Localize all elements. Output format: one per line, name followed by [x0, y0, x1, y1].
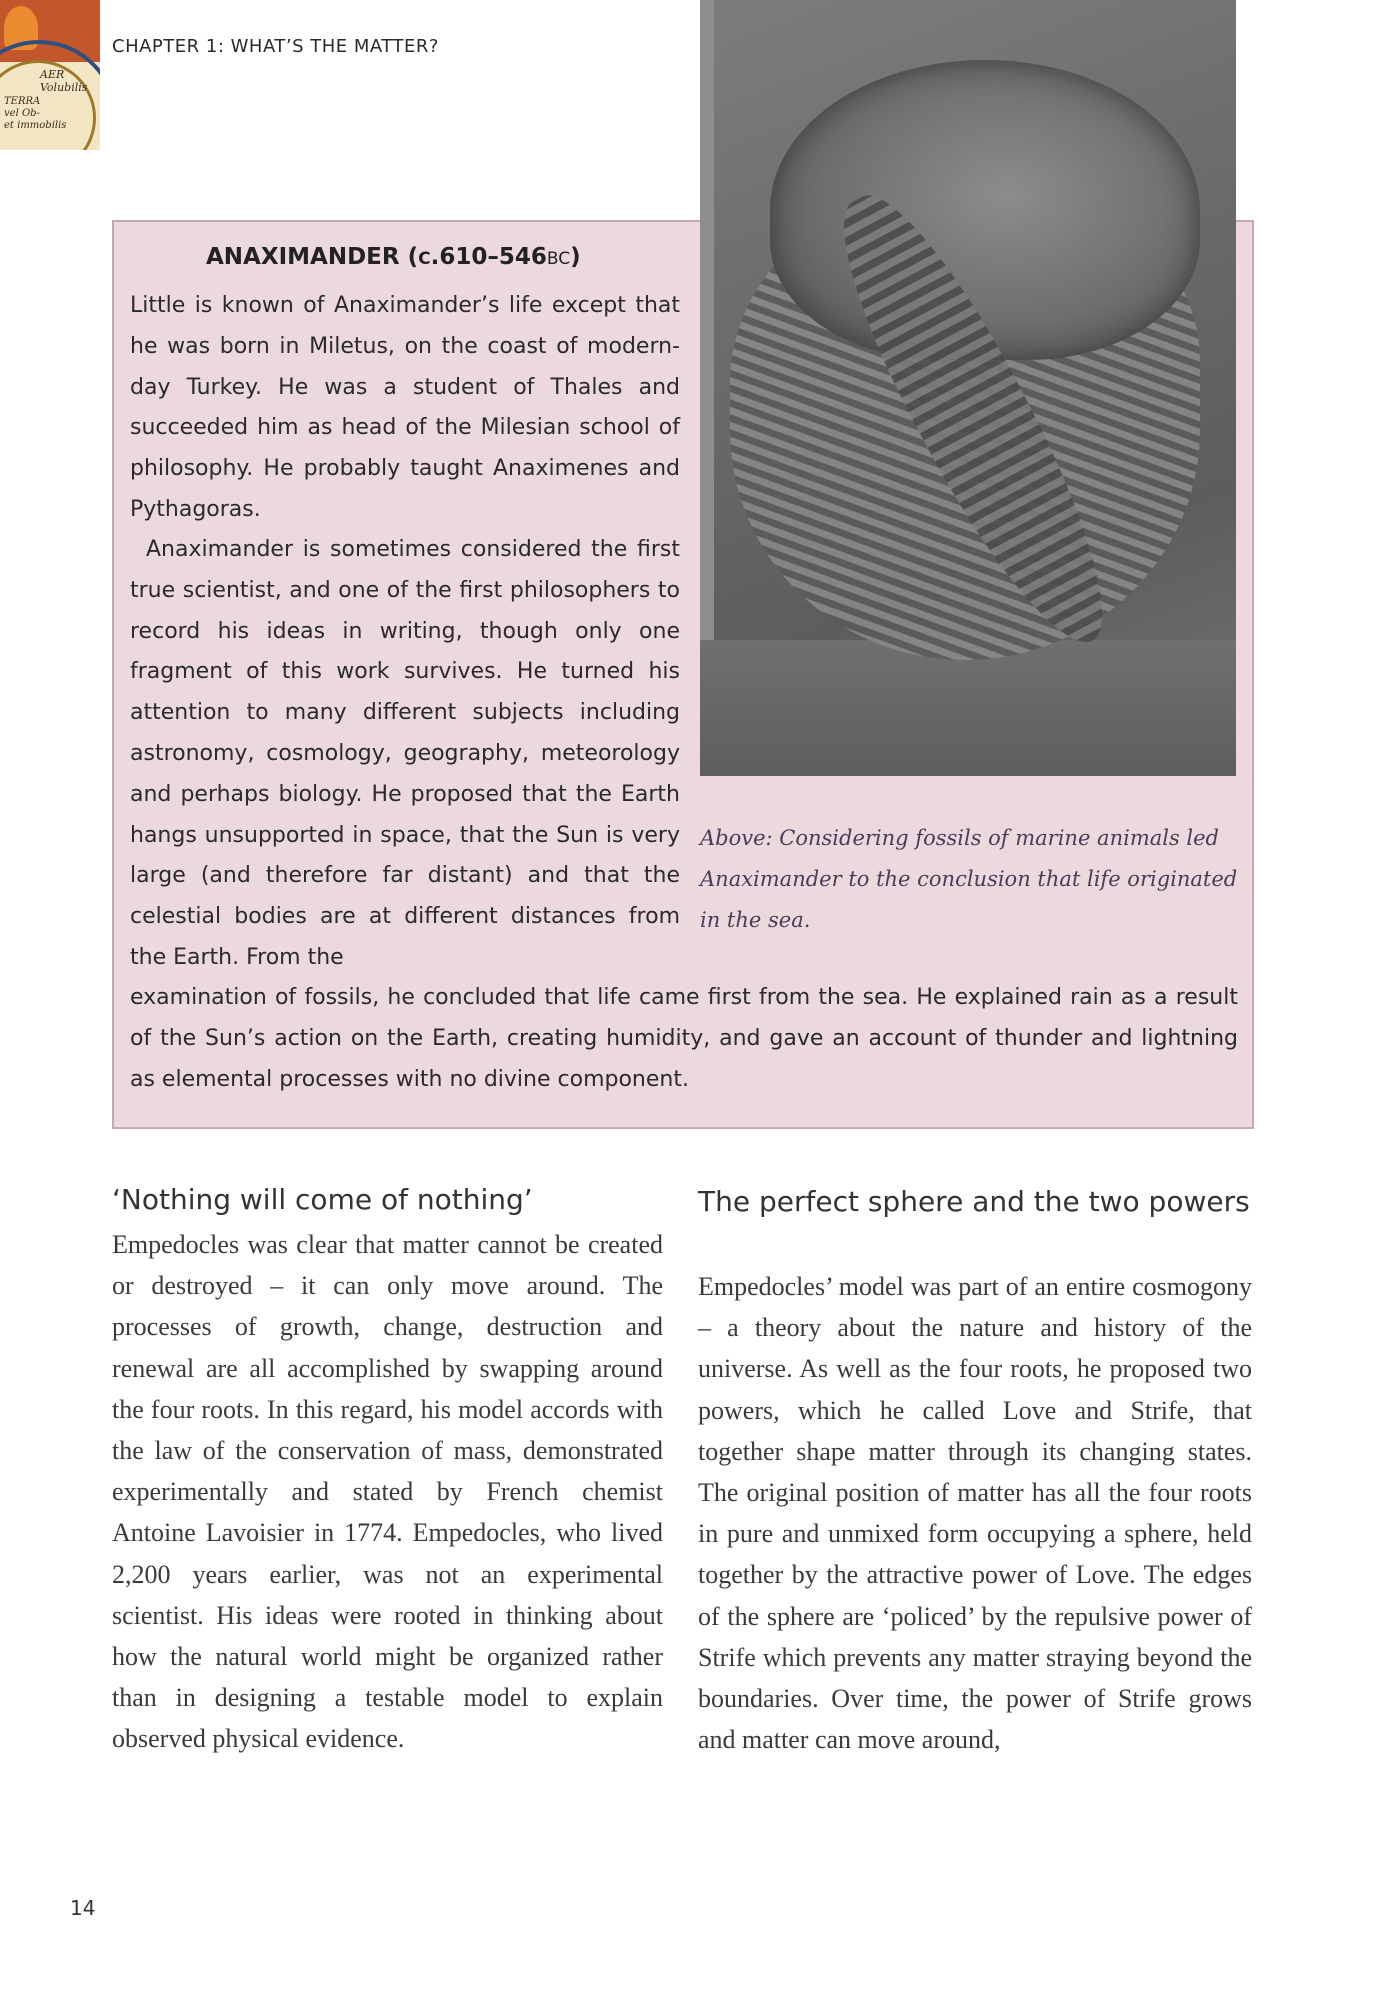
sidebar-paragraph-3: examination of fossils, he concluded that life came first from the sea. He explained rain as a result of the Sun’s action on the Earth, creating humidity, and gave an account of thunder and lightning as elemental processes with no divine component. — [130, 985, 1238, 1092]
rock-matrix — [700, 640, 1236, 776]
right-body-text: Empedocles’ model was part of an entire cosmogony – a theory about the nature and history of the universe. As well as the four roots, he proposed two powers, which he called Love and Strife, that together shape matter through its changing states. The original position of matter has all the four roots in pure and unmixed form occupying a sphere, held together by the attractive power of Love. The edges of the sphere are ‘policed’ by the repulsive power of Strife which prevents any matter straying beyond the boundaries. Over time, the power of Strife grows and matter can move around, — [698, 1272, 1252, 1755]
sidebar-paragraph-2: Anaximander is sometimes considered the first true scientist, and one of the first philosophers to record his ideas in writing, though only one fragment of this work survives. He turned his attention to many different subjects including astronomy, cosmology, geography, meteorology and perhaps biology. He proposed that the Earth hangs unsupported in space, that the Sun is very large (and therefore far distant) and that the celestial bodies are at different distances from the Earth. From the — [130, 537, 680, 970]
page-number: 14 — [70, 1896, 96, 1920]
left-section-heading: ‘Nothing will come of nothing’ — [112, 1183, 533, 1216]
figure-caption: Above: Considering fossils of marine animals led Anaximander to the conclusion that life originated in the sea. — [700, 826, 1238, 932]
fossil-head — [770, 60, 1200, 360]
right-section-heading: The perfect sphere and the two powers — [698, 1185, 1250, 1218]
sidebar-paragraph-1: Little is known of Anaximander’s life except that he was born in Miletus, on the coast of modern-day Turkey. He was a student of Thales and succeeded him as head of the Milesian school of philosophy. He probably taught Anaximenes and Pythagoras. — [130, 293, 680, 522]
chapter-title: CHAPTER 1: WHAT’S THE MATTER? — [112, 36, 439, 57]
sidebar-title: ANAXIMANDER (C.610–546BC) — [206, 244, 581, 270]
map-label-air: AER Volubilis — [40, 68, 88, 94]
map-label-earth: TERRA vel Ob- et immobilis — [4, 96, 67, 131]
left-body-text: Empedocles was clear that matter cannot be created or destroyed – it can only move around. The processes of growth, change, destruction and renewal are all accomplished by swapping around the four roots. In this regard, his model accords with the law of the conservation of mass, demonstrated experimentally and stated by French chemist Antoine Lavoisier in 1774. Empedocles, who lived 2,200 years earlier, was not an experimental scientist. His ideas were rooted in thinking about how the natural world might be organized rather than in designing a testable model to explain observed physical evidence. — [112, 1230, 663, 1754]
chapter-map-thumbnail — [0, 0, 100, 150]
trilobite-fossil-photo — [700, 0, 1236, 776]
